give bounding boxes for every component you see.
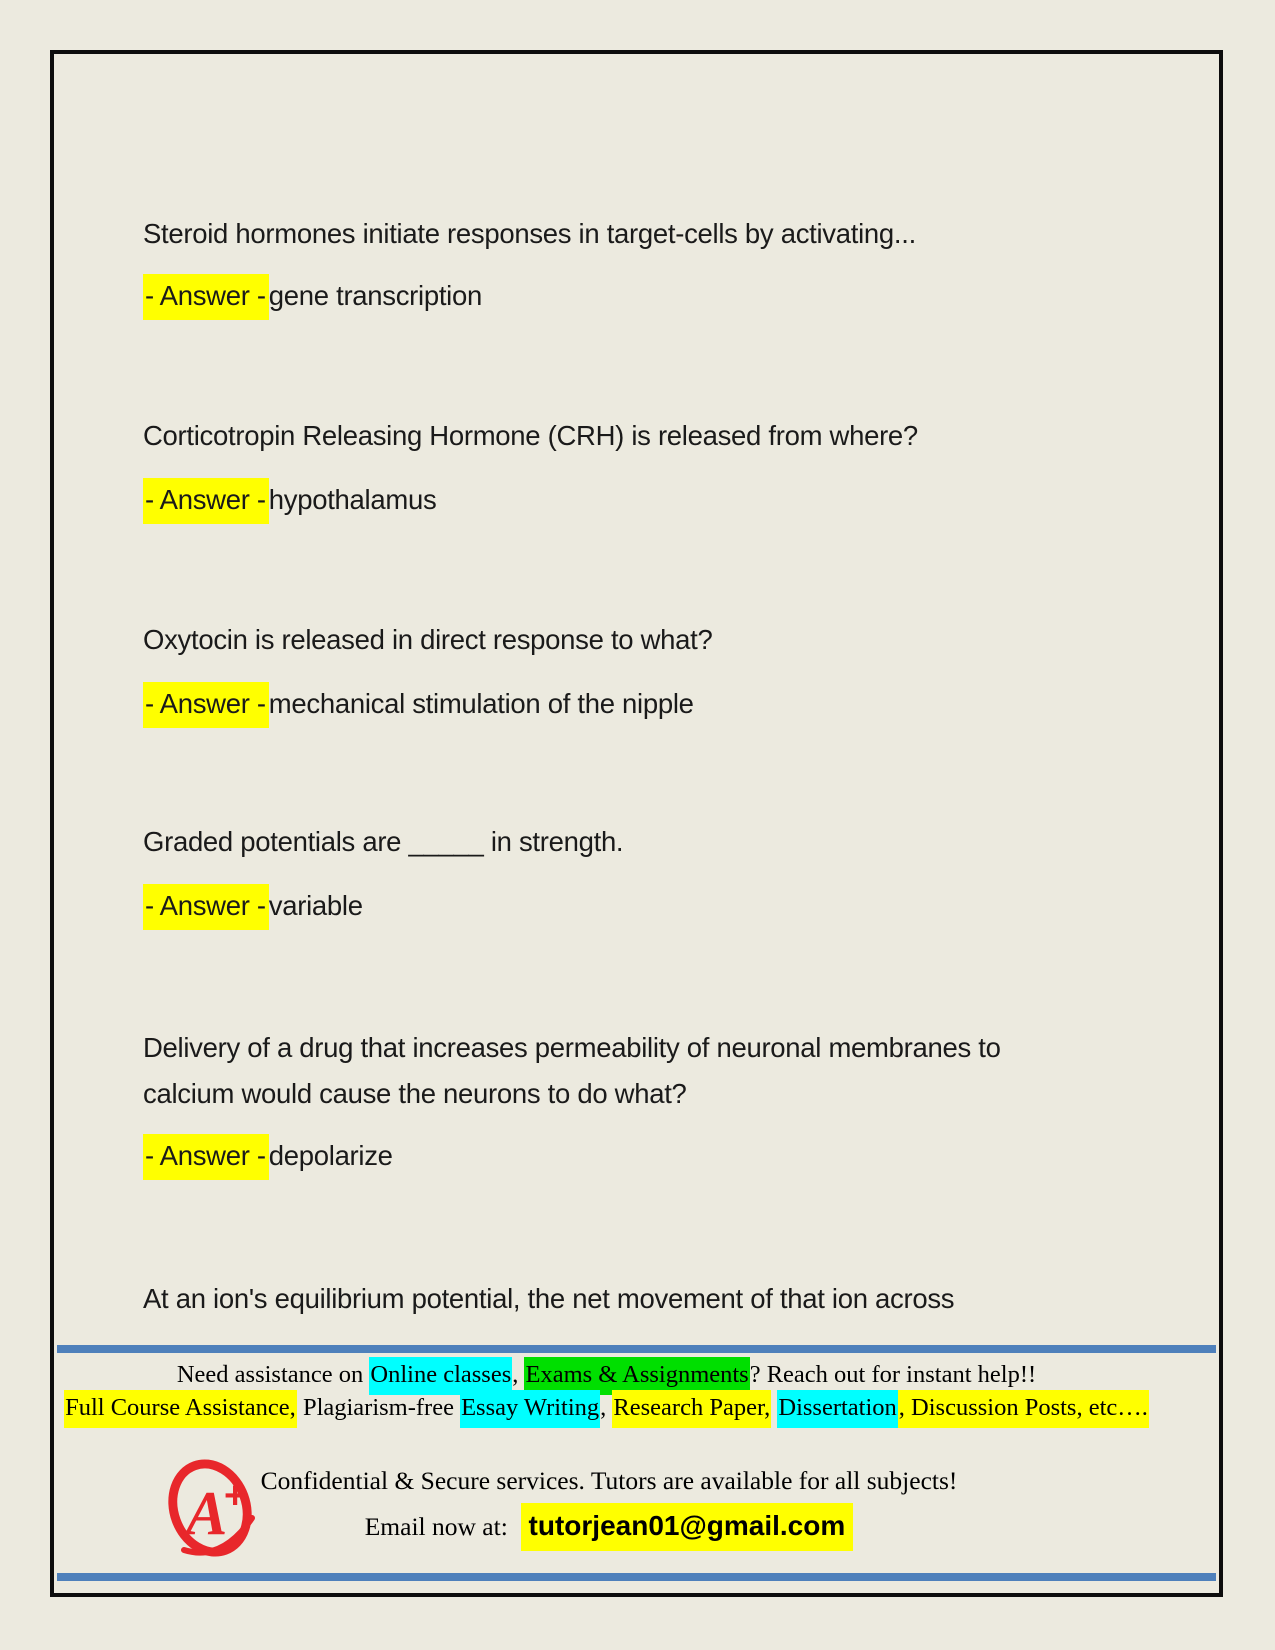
question-text: Steroid hormones initiate responses in target-cells by activating... — [143, 218, 916, 249]
footer-text: Plagiarism-free — [296, 1394, 461, 1421]
answer-line — [143, 1133, 1163, 1179]
answer-line — [143, 273, 1163, 319]
footer-text: , — [512, 1361, 525, 1388]
highlight-full-course-assistance: Full Course Assistance, — [64, 1390, 297, 1428]
blue-divider-bottom — [57, 1573, 1216, 1581]
email-address: tutorjean01@gmail.com — [521, 1503, 854, 1551]
answer-label-highlight: - Answer - — [143, 274, 269, 320]
footer-services-line-2 — [39, 1391, 1174, 1424]
footer-text: , — [600, 1394, 613, 1421]
answer-text: mechanical stimulation of the nipple — [268, 688, 694, 719]
email-line — [54, 1510, 1164, 1542]
logo-letter-a: A — [186, 1480, 228, 1548]
answer-line — [143, 477, 1163, 523]
highlight-exams-assignments: Exams & Assignments — [524, 1357, 749, 1395]
document-page-border — [50, 50, 1223, 1597]
answer-label-highlight: - Answer - — [143, 1134, 269, 1180]
question-text: At an ion's equilibrium potential, the net movement of that ion across — [143, 1283, 955, 1314]
footer-text: Need assistance on — [176, 1361, 370, 1388]
blue-divider-top — [57, 1345, 1216, 1353]
question-text: Delivery of a drug that increases permeability of neuronal membranes to calcium would cause the neurons to do what? — [143, 1032, 1001, 1109]
footer-text: ? Reach out for instant help!! — [749, 1361, 1037, 1388]
highlight-dissertation: Dissertation — [777, 1390, 897, 1428]
confidential-line: Confidential & Secure services. Tutors are available for all subjects! — [260, 1466, 958, 1495]
footer-services-line-1 — [39, 1358, 1174, 1391]
answer-label-highlight: - Answer - — [143, 478, 269, 524]
question-text: Oxytocin is released in direct response to what? — [143, 624, 713, 655]
answer-text: depolarize — [268, 1140, 393, 1171]
answer-label-highlight: - Answer - — [143, 682, 269, 728]
answer-text: variable — [268, 890, 363, 921]
highlight-online-classes: Online classes — [369, 1357, 512, 1395]
highlight-research-paper: Research Paper, — [612, 1390, 771, 1428]
question-text: Graded potentials are _____ in strength. — [143, 826, 624, 857]
answer-text: hypothalamus — [268, 484, 437, 515]
answer-line — [143, 681, 1163, 727]
logo-plus-sign: + — [224, 1475, 247, 1517]
answer-text: gene transcription — [268, 280, 482, 311]
question-text: Corticotropin Releasing Hormone (CRH) is released from where? — [143, 420, 918, 451]
answer-line — [143, 883, 1163, 929]
highlight-essay-writing: Essay Writing — [460, 1390, 600, 1428]
highlight-discussion-posts: , Discussion Posts, etc…. — [898, 1390, 1149, 1428]
email-label: Email now at: — [364, 1512, 521, 1541]
answer-label-highlight: - Answer - — [143, 884, 269, 930]
